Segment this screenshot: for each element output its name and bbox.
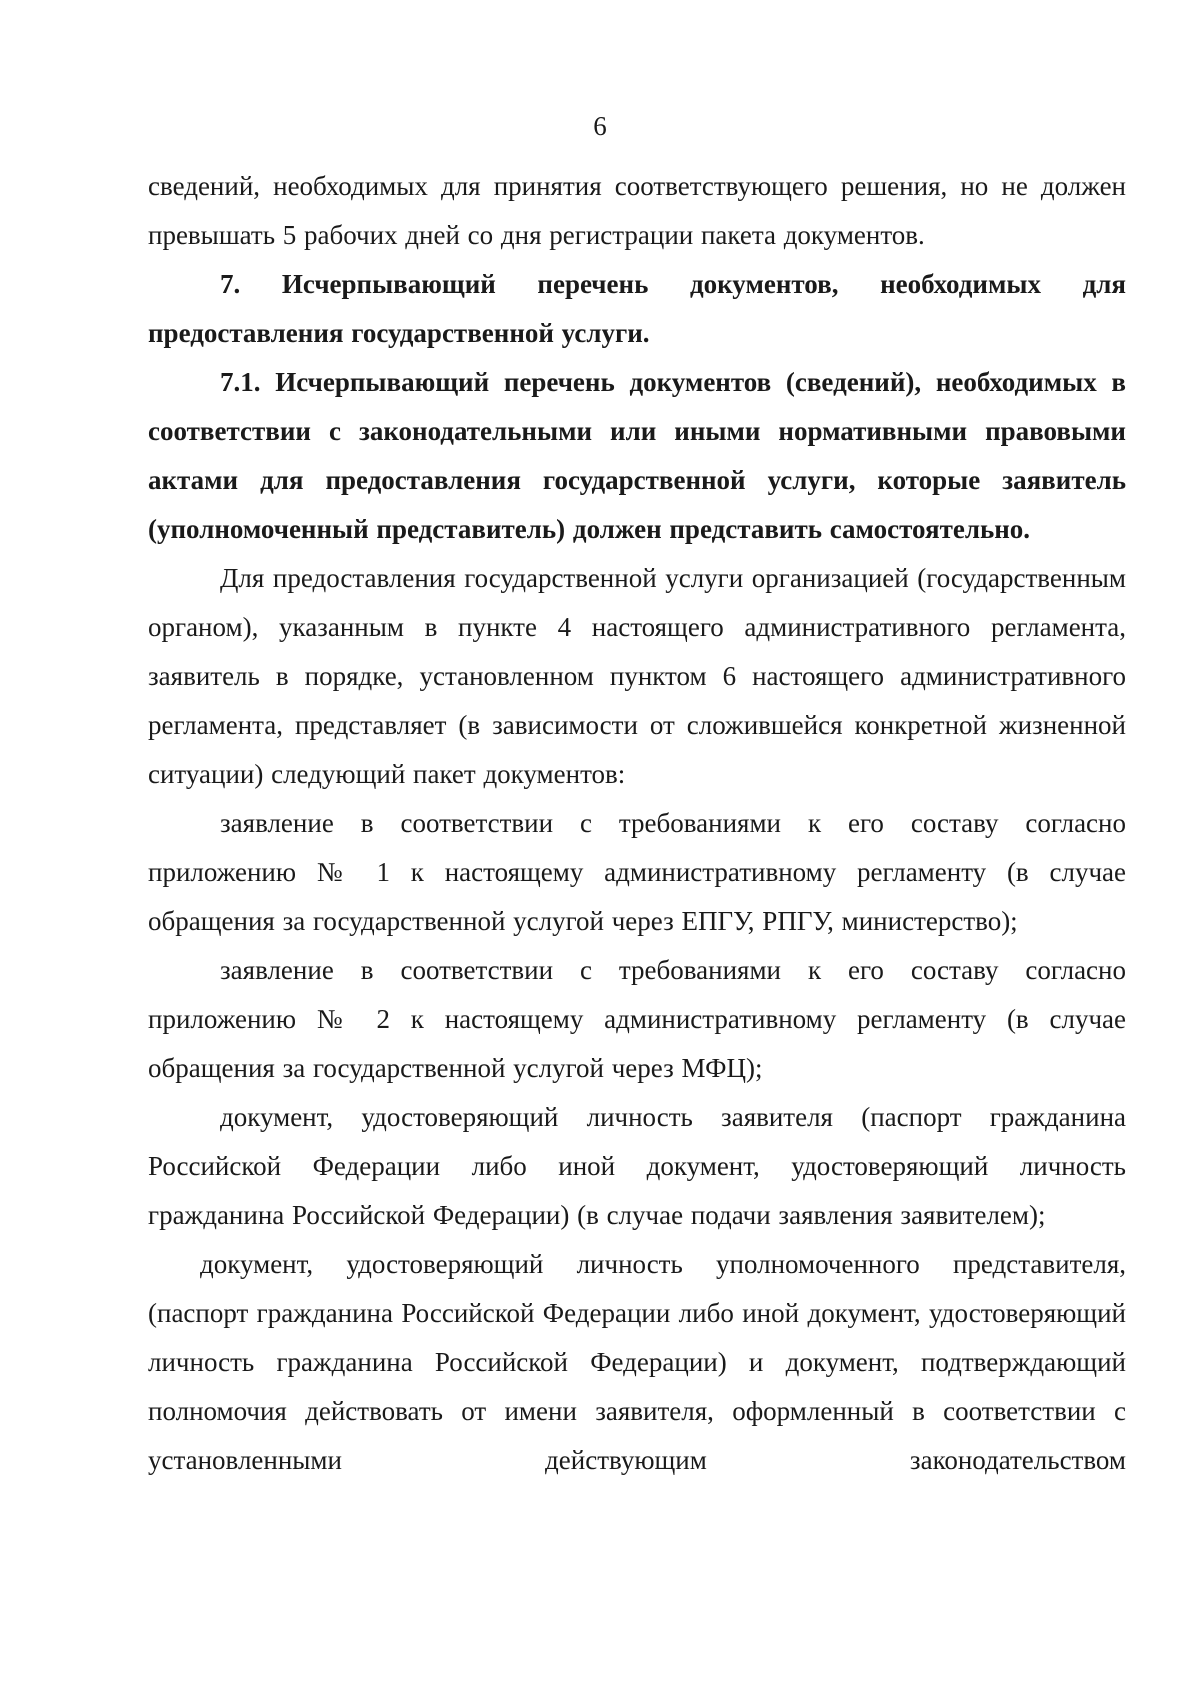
list-item-application-2: заявление в соответствии с требованиями к его составу согласно приложению № 2 к настоящему административному регламенту (в случае обращения за государственной услугой через МФЦ); (148, 955, 1126, 1083)
section-heading-7: 7. Исчерпывающий перечень документов, необходимых для предоставления государственной услуги. (148, 269, 1126, 348)
paragraph-intro: Для предоставления государственной услуги организацией (государственным органом), указанным в пункте 4 настоящего административного регламента, заявитель в порядке, установленном пунктом 6 настоящего административного регламента, представляет (в зависимости от сложившейся конкретной жизненной ситуации) следующий пакет документов: (148, 563, 1126, 789)
document-body (148, 162, 1126, 1485)
paragraph-continuation: сведений, необходимых для принятия соответствующего решения, но не должен превышать 5 рабочих дней со дня регистрации пакета документов. (148, 171, 1126, 250)
list-item-identity-document: документ, удостоверяющий личность заявителя (паспорт гражданина Российской Федерации либо иной документ, удостоверяющий личность гражданина Российской Федерации) (в случае подачи заявления заявителем); (148, 1102, 1126, 1230)
list-item-representative-document: документ, удостоверяющий личность уполномоченного представителя, (паспорт гражданина Российской Федерации либо иной документ, удостоверяющий личность гражданина Российской Федерации) и документ, подтверждающий полномочия действовать от имени заявителя, оформленный в соответствии с установленными действующим законодательством (148, 1249, 1126, 1475)
list-item-application-1: заявление в соответствии с требованиями к его составу согласно приложению № 1 к настоящему административному регламенту (в случае обращения за государственной услугой через ЕПГУ, РПГУ, министерство); (148, 808, 1126, 936)
subsection-heading-7-1: 7.1. Исчерпывающий перечень документов (сведений), необходимых в соответствии с законодательными или иными нормативными правовыми актами для предоставления государственной услуги, которые заявитель (уполномоченный представитель) должен представить самостоятельно. (148, 367, 1126, 544)
page-number: 6 (593, 111, 607, 141)
